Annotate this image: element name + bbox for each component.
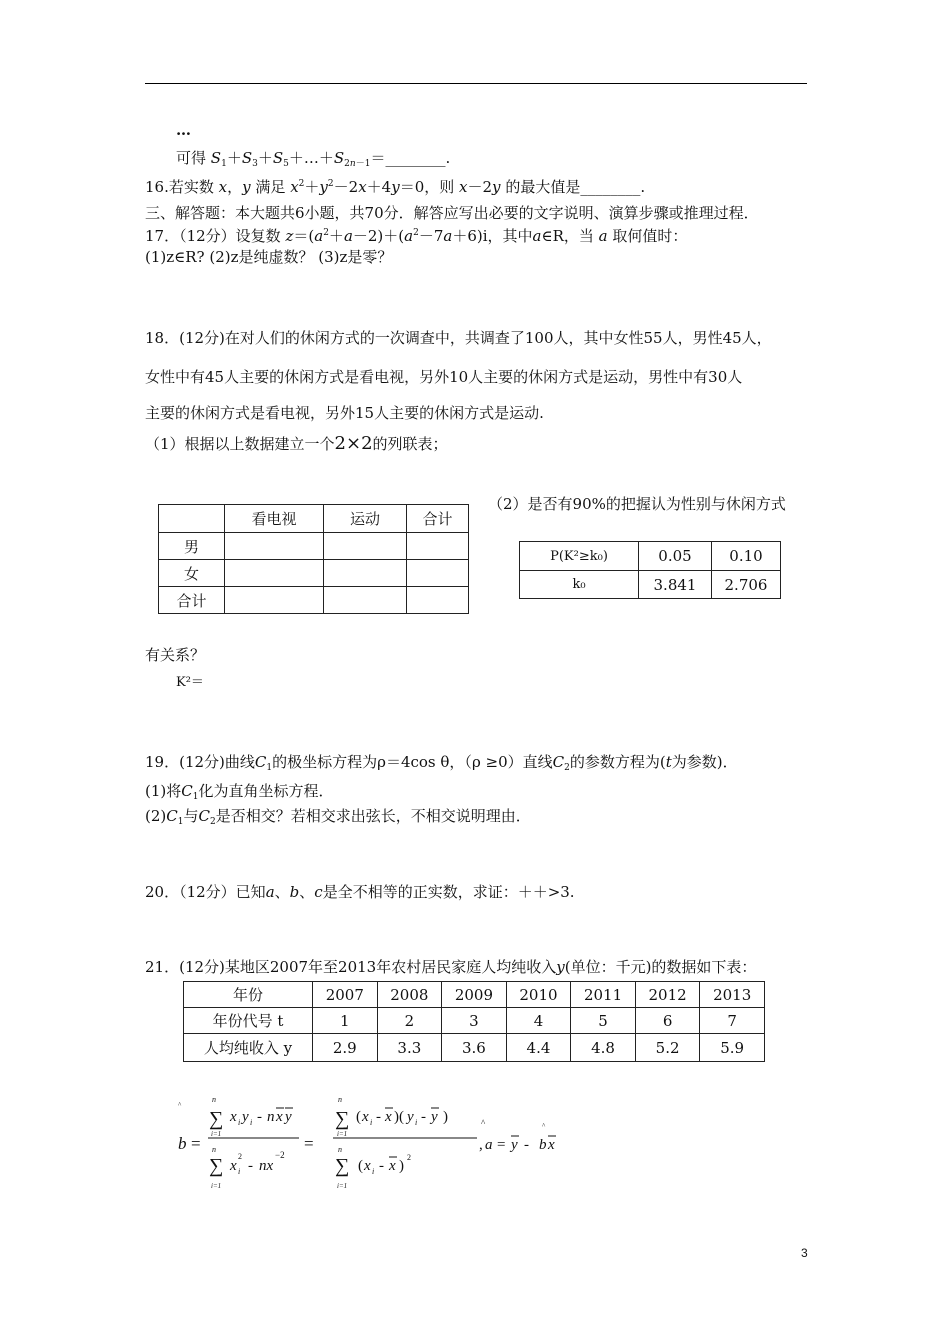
svg-text:i: i <box>250 1118 253 1127</box>
svg-text:2: 2 <box>407 1153 411 1162</box>
year-cell: 2007 <box>313 982 378 1008</box>
contingency-cell <box>324 533 407 560</box>
svg-text:y: y <box>407 1109 414 1125</box>
contingency-header-total: 合计 <box>407 505 469 533</box>
income-cell: 2.9 <box>313 1034 378 1062</box>
q18-part2-end: 有关系？ <box>145 646 206 664</box>
year-cell: 2008 <box>377 982 442 1008</box>
critical-p-value: 0.10 <box>712 542 781 571</box>
critical-value-table <box>519 541 781 599</box>
q17-parts: (1)z∈R? (2)z是纯虚数？ (3)z是零？ <box>145 248 393 266</box>
contingency-cell <box>225 533 324 560</box>
code-cell: 2 <box>377 1008 442 1034</box>
svg-text:^: ^ <box>178 1101 182 1109</box>
svg-text:i: i <box>238 1118 241 1127</box>
q18-line1: 18．(12分)在对人们的休闲方式的一次调查中，共调查了100人，其中女性55人，男性45人， <box>145 329 772 347</box>
q19-stem: 19．(12分)曲线$C_1$的极坐标方程为ρ＝4cos θ，（ρ ≥0）直线$C_2$的参数方程为(t为参数)． <box>145 753 738 773</box>
code-cell: 1 <box>313 1008 378 1034</box>
svg-text:∑: ∑ <box>335 1108 350 1130</box>
svg-text:i: i <box>238 1167 241 1176</box>
svg-text:=: = <box>497 1137 506 1153</box>
code-cell: 5 <box>571 1008 636 1034</box>
header-rule <box>145 83 807 84</box>
svg-text:b: b <box>178 1134 187 1153</box>
svg-text:): ) <box>399 1158 404 1174</box>
svg-text:n: n <box>212 1095 216 1104</box>
income-cell: 4.4 <box>506 1034 571 1062</box>
svg-text:-: - <box>524 1137 529 1153</box>
svg-text:−2: −2 <box>275 1150 285 1160</box>
contingency-cell <box>225 560 324 587</box>
contingency-table <box>158 504 469 614</box>
svg-text:-: - <box>421 1109 426 1125</box>
svg-text:nx: nx <box>259 1158 274 1174</box>
svg-text:x: x <box>364 1158 371 1174</box>
k2-formula-label: K²＝ <box>176 675 204 690</box>
critical-p-value: 0.05 <box>639 542 712 571</box>
svg-text:=: = <box>191 1134 201 1153</box>
svg-text:i=1: i=1 <box>337 1130 348 1138</box>
svg-text:(: ( <box>356 1109 361 1125</box>
svg-text:x: x <box>548 1137 555 1153</box>
q18-line2: 女性中有45人主要的休闲方式是看电视，另外10人主要的休闲方式是运动，男性中有30人 <box>145 368 743 386</box>
critical-k-value: 2.706 <box>712 571 781 599</box>
page-number: 3 <box>801 1246 808 1260</box>
q17-stem: 17．（12分）设复数 $z=(a^2+a-2)+(a^2-7a+6)i$，其中a∈R，当 a 取何值时： <box>145 227 688 245</box>
svg-text:i: i <box>370 1118 373 1127</box>
svg-text:x: x <box>385 1109 392 1125</box>
section-3-heading: 三、解答题：本大题共6小题，共70分．解答应写出必要的文字说明、演算步骤或推理过程． <box>145 204 759 222</box>
income-cell: 5.9 <box>700 1034 765 1062</box>
contingency-cell <box>225 587 324 614</box>
code-cell: 6 <box>635 1008 700 1034</box>
income-row-label: 人均纯收入 y <box>184 1034 313 1062</box>
svg-text:y: y <box>431 1109 438 1125</box>
q15-tail: 可得 $S_1+S_3+S_5+\dots+S_{2n-1}=\_\_\_\_\_\_\_\_$. <box>176 149 451 169</box>
svg-text:x: x <box>389 1158 396 1174</box>
contingency-row-label: 男 <box>159 533 225 560</box>
svg-text:n: n <box>212 1145 216 1154</box>
year-cell: 2012 <box>635 982 700 1008</box>
svg-text:2: 2 <box>238 1152 242 1161</box>
svg-text:-: - <box>379 1158 384 1174</box>
svg-text:y: y <box>242 1109 249 1125</box>
svg-text:y: y <box>511 1137 518 1153</box>
svg-text:): ) <box>443 1109 448 1125</box>
year-cell: 2009 <box>442 982 507 1008</box>
contingency-cell <box>407 587 469 614</box>
q16-blank: ________ <box>580 178 641 196</box>
income-cell: 4.8 <box>571 1034 636 1062</box>
svg-text:-: - <box>376 1109 381 1125</box>
income-cell: 5.2 <box>635 1034 700 1062</box>
q15-blank: ________ <box>385 149 446 167</box>
svg-text:-: - <box>248 1158 253 1174</box>
q20: 20．（12分）已知a、b、c是全不相等的正实数，求证：＋＋>3. <box>145 883 575 901</box>
q18-line3: 主要的休闲方式是看电视，另外15人主要的休闲方式是运动. <box>145 404 544 422</box>
code-cell: 4 <box>506 1008 571 1034</box>
critical-k-value: 3.841 <box>639 571 712 599</box>
svg-text:n: n <box>267 1109 275 1125</box>
income-cell: 3.3 <box>377 1034 442 1062</box>
income-table <box>183 981 765 1062</box>
code-cell: 3 <box>442 1008 507 1034</box>
svg-text:=: = <box>304 1134 314 1153</box>
svg-text:i=1: i=1 <box>211 1182 222 1190</box>
contingency-row-label: 女 <box>159 560 225 587</box>
svg-text:a: a <box>485 1137 493 1153</box>
year-cell: 2013 <box>700 982 765 1008</box>
contingency-cell <box>324 560 407 587</box>
svg-text:∑: ∑ <box>209 1155 224 1177</box>
svg-text:x: x <box>276 1109 283 1125</box>
contingency-cell <box>324 587 407 614</box>
svg-text:n: n <box>338 1095 342 1104</box>
svg-text:y: y <box>285 1109 292 1125</box>
svg-text:b: b <box>539 1137 547 1153</box>
svg-text:i=1: i=1 <box>211 1130 222 1138</box>
q16: 16.若实数 x，y 满足 $x^2+y^2-2x+4y=0$，则 x－2y 的最大值是________. <box>145 178 646 196</box>
contingency-cell <box>407 560 469 587</box>
svg-text:^: ^ <box>542 1122 546 1130</box>
q19-part2: $(2)C_1$与$C_2$是否相交？若相交求出弦长，不相交说明理由． <box>145 807 531 827</box>
svg-text:^: ^ <box>481 1118 486 1128</box>
svg-text:n: n <box>338 1145 342 1154</box>
q18-part1: （1）根据以上数据建立一个2×2的列联表； <box>145 433 448 454</box>
contingency-header-sport: 运动 <box>324 505 407 533</box>
contingency-cell <box>407 533 469 560</box>
svg-text:i=1: i=1 <box>337 1182 348 1190</box>
contingency-row-label: 合计 <box>159 587 225 614</box>
svg-text:)(: )( <box>394 1109 404 1125</box>
critical-label-p: P(K²≥k₀) <box>520 542 639 571</box>
svg-text:x: x <box>230 1109 237 1125</box>
code-cell: 7 <box>700 1008 765 1034</box>
income-cell: 3.6 <box>442 1034 507 1062</box>
svg-text:-: - <box>257 1109 262 1125</box>
svg-text:∑: ∑ <box>209 1108 224 1130</box>
q18-part2: （2）是否有90%的把握认为性别与休闲方式 <box>488 495 786 513</box>
svg-text:,: , <box>479 1137 483 1153</box>
contingency-header-tv: 看电视 <box>225 505 324 533</box>
critical-label-k: k₀ <box>520 571 639 599</box>
svg-text:i: i <box>372 1167 375 1176</box>
income-row-label: 年份代号 t <box>184 1008 313 1034</box>
svg-text:x: x <box>230 1158 237 1174</box>
svg-text:x: x <box>362 1109 369 1125</box>
q19-part1: (1)将$C_1$化为直角坐标方程． <box>145 782 334 802</box>
svg-text:i: i <box>415 1118 418 1127</box>
contingency-header-blank <box>159 505 225 533</box>
svg-text:(: ( <box>358 1158 363 1174</box>
year-cell: 2010 <box>506 982 571 1008</box>
income-row-label: 年份 <box>184 982 313 1008</box>
ellipsis: … <box>176 121 191 139</box>
svg-text:∑: ∑ <box>335 1155 350 1177</box>
regression-formula <box>175 1092 575 1192</box>
year-cell: 2011 <box>571 982 636 1008</box>
q21-intro: 21．(12分)某地区2007年至2013年农村居民家庭人均纯收入y(单位：千元)的数据如下表： <box>145 958 757 976</box>
